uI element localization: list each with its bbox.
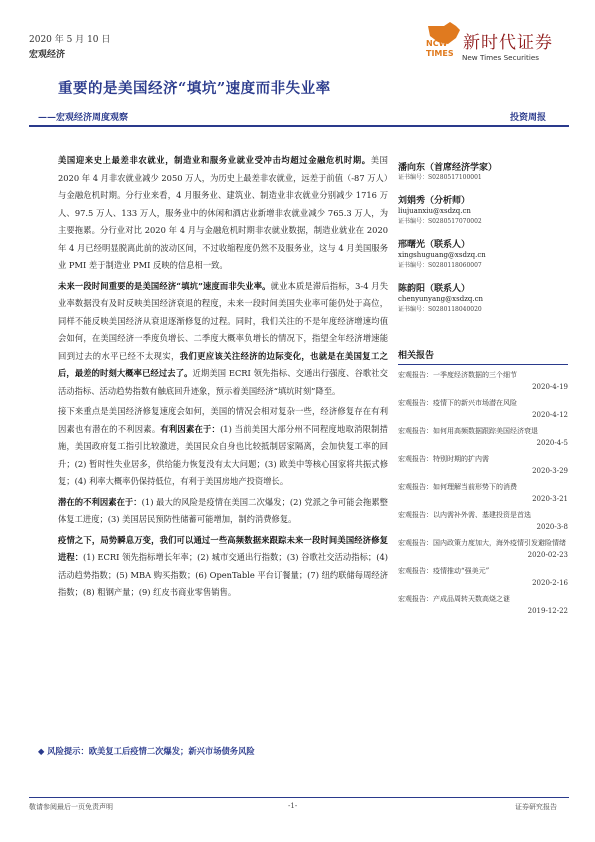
analyst-email[interactable]: chenyunyang@xsdzq.cn [398, 295, 484, 303]
related-reports-list [398, 369, 568, 617]
p4-text: (1) 最大的风险是疫情在美国二次爆发；(2) 党派之争可能会拖累整体复工进度；(3) 美国居民预防性储蓄可能增加，制约消费修复。 [58, 496, 388, 524]
report-category: 宏观经济 [29, 50, 66, 60]
analyst-email[interactable]: xingshuguang@xsdzq.cn [398, 251, 486, 259]
related-report-date: 2020-4-5 [536, 439, 568, 447]
related-report-date: 2020-02-23 [527, 551, 568, 559]
p2-text-2: 近期美国 ECRI 领先指标、交通出行强度、谷歌社交活动指标、活动趋势指数有触底回升迹象，预示着美国经济“填坑时刻”降至。 [58, 368, 388, 396]
risk-warning: ◆ 风险提示：欧美复工后疫情二次爆发；新兴市场债务风险 [38, 746, 255, 756]
related-report-title: 宏观报告：一季度经济数据的三个细节 [398, 371, 517, 379]
list-item[interactable] [398, 425, 568, 449]
disclaimer-note: 敬请参阅最后一页免责声明 [29, 803, 113, 811]
p5-text: (1) ECRI 领先指标增长年率；(2) 城市交通出行指数；(3) 谷歌社交活动指标；(4) 活动趋势指数；(5) MBA 购买指数；(6) OpenTable 平台订餐量；(7) 纽约联储每周经济指数；(8) 粗钢产量；(9) 红皮书商业零售销售。 [58, 552, 388, 597]
p3-text-1: 接下来重点是美国经济修复速度会如何，美国的情况会相对复杂一些，经济修复存在有利因素也有潜在的不利因素。 [58, 406, 388, 434]
logo-mark-line2: TIMES [426, 49, 454, 58]
list-item[interactable] [398, 565, 568, 589]
related-report-title: 宏观报告：国内政策力度加大，海外疫情引发避险情绪 [398, 539, 566, 547]
logo-en-text: New Times Securities [462, 53, 540, 62]
header-divider [29, 125, 569, 127]
related-report-date: 2020-3-29 [532, 467, 568, 475]
paragraph-1 [58, 152, 388, 275]
related-report-date: 2020-2-16 [532, 579, 568, 587]
logo-cn-text: 新时代证券 [463, 33, 553, 53]
footer-divider [29, 797, 569, 798]
analyst-name: 刘娟秀（分析师） [398, 196, 471, 206]
analyst-cert: 证书编号：S0280517100001 [398, 174, 482, 181]
paragraph-2 [58, 278, 388, 401]
related-report-date: 2020-4-19 [532, 383, 568, 391]
analyst-cert: 证书编号：S0280118040020 [398, 306, 482, 313]
related-report-title: 宏观报告：如何用高频数据跟踪美国经济衰退 [398, 427, 538, 435]
main-body [58, 152, 388, 605]
list-item[interactable] [398, 453, 568, 477]
paragraph-3 [58, 403, 388, 491]
sidebar [398, 152, 568, 617]
p3-text-2: (1) 当前美国大部分州不同程度地取消限制措施，美国政府复工指引比较激进，美国民众自身也比较抵制居家隔离，会加快复工率的回升；(2) 暂时性失业居多，供给能力恢复没有太大问题；(3) 欧美中等核心国家将共振式修复；(4) 利率大概率仍保持低位，有利于美国房地产投资增长。 [58, 423, 388, 486]
list-item[interactable] [398, 593, 568, 617]
related-report-title: 宏观报告：特别时期的扩内需 [398, 455, 489, 463]
list-item[interactable] [398, 369, 568, 393]
report-title: 重要的是美国经济“填坑”速度而非失业率 [58, 80, 331, 97]
related-report-title: 宏观报告：产成品周转天数高烧之谜 [398, 595, 510, 603]
list-item[interactable] [398, 509, 568, 533]
page-number: -1- [288, 802, 298, 810]
p2-lead: 未来一段时间重要的是美国经济“填坑”速度而非失业率。 [58, 280, 271, 291]
related-reports-title: 相关报告 [398, 348, 568, 365]
logo-mark-line1: NCW [426, 39, 448, 48]
paragraph-5 [58, 532, 388, 602]
p1-lead: 美国迎来史上最差非农就业，制造业和服务业就业受冲击均超过金融危机时期。 [58, 155, 371, 165]
related-report-title: 宏观报告：疫情下的新兴市场潜在风险 [398, 399, 517, 407]
analyst-name: 陈韵阳（联系人） [398, 284, 471, 294]
report-subtitle: ——宏观经济周度观察 [38, 113, 129, 123]
analyst-name: 潘向东（首席经济学家） [398, 163, 498, 173]
p2-emphasis: 我们更应该关注经济的边际变化，也就是在美国复工之后，最差的时刻大概率已经过去了。 [58, 350, 388, 378]
related-report-title: 宏观报告：疫情推动“强美元” [398, 567, 490, 575]
list-item[interactable] [398, 397, 568, 421]
related-report-date: 2020-3-8 [536, 523, 568, 531]
p1-text: 美国 2020 年 4 月非农就业减少 2050 万人，为历史上最差非农就业，远差于前值（-87 万人）与金融危机时期。分行业来看，4 月服务业、建筑业、制造业非农就业分别减少 1716 万人、97.5 万人、133 万人，服务业中的休闲和酒店业新增非农就业减少 765.3 万人，为主要拖累。分行业对比 2020 年 4 月与金融危机时期非农就业数据，制造业就业在 2020 年 4 月已经明显脱离此前的波动区间，不过收缩程度仍然不及服务业，这与 4 月美国服务业 PMI 差于制造业 PMI 反映的信息相一致。 [58, 155, 388, 270]
analyst-list [398, 160, 568, 315]
related-report-date: 2020-3-21 [532, 495, 568, 503]
analyst-cert: 证书编号：S0280517070002 [398, 218, 482, 225]
report-type: 投资周报 [510, 113, 547, 123]
footer-doc-type: 证券研究报告 [515, 803, 557, 811]
analyst-cert: 证书编号：S0280118060007 [398, 262, 482, 269]
list-item[interactable] [398, 537, 568, 561]
paragraph-4 [58, 494, 388, 529]
p3-emphasis: 有利因素在于： [160, 423, 221, 434]
related-report-date: 2020-4-12 [532, 411, 568, 419]
report-date: 2020 年 5 月 10 日 [29, 35, 111, 45]
p4-lead: 潜在的不利因素在于： [58, 496, 142, 507]
related-report-date: 2019-12-22 [527, 607, 568, 615]
analyst-name: 邢曙光（联系人） [398, 240, 471, 250]
related-report-title: 宏观报告：以内需补外需、基建投资是首选 [398, 511, 531, 519]
list-item[interactable] [398, 481, 568, 505]
p5-lead: 疫情之下，局势瞬息万变，我们可以通过一些高频数据来跟踪未来一段时间美国经济修复进程： [58, 534, 388, 562]
analyst-email[interactable]: liujuanxiu@xsdzq.cn [398, 207, 471, 215]
p2-text-1: 就业本质是滞后指标，3-4 月失业率数据没有及时反映美国经济衰退的程度，未来一段时间美国失业率可能仍处于高位，同样不能反映美国经济从衰退逐渐修复的过程。同时，我们关注的不是年度经济增速均值会如何，在美国经济一季度负增长、二季度大概率负增长的情况下，指望全年经济增速能回到过去的水平已经不太现实， [58, 280, 389, 361]
related-report-title: 宏观报告：如何理解当前形势下的消费 [398, 483, 517, 491]
